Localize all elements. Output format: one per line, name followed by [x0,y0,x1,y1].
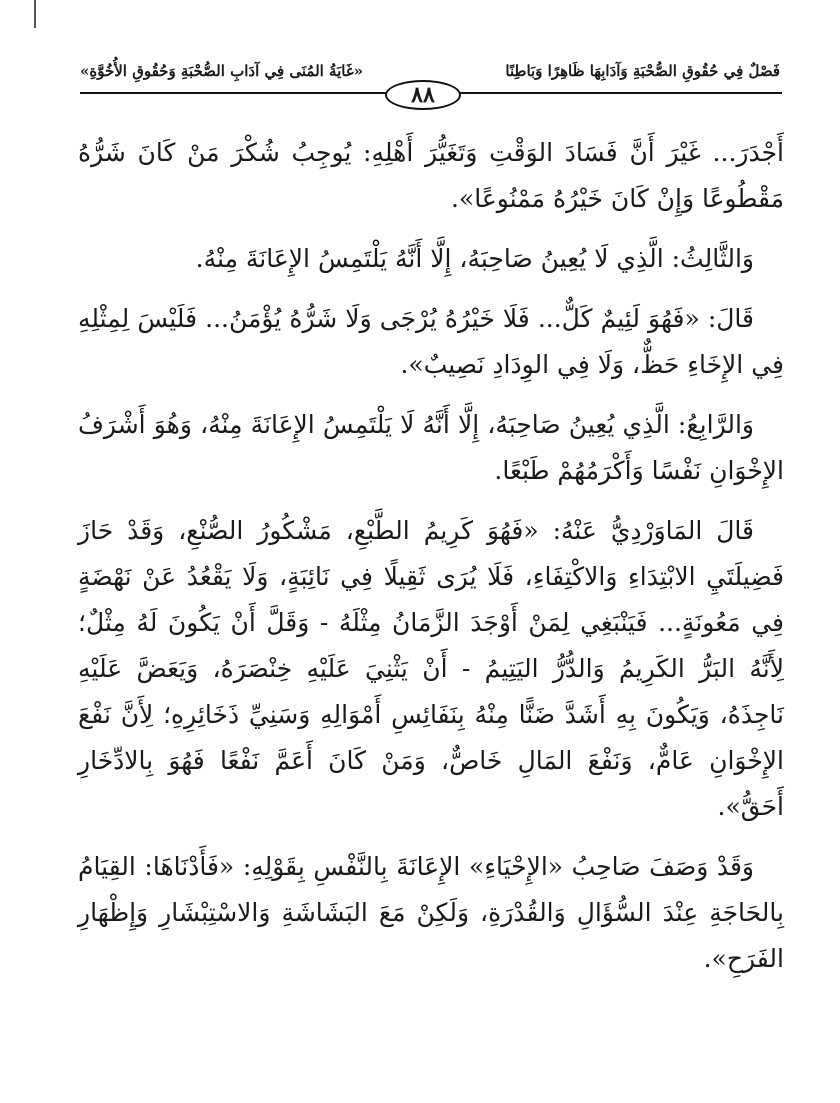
paragraph-third-type: وَالثَّالِثُ: الَّذِي لَا يُعِينُ صَاحِبَهُ، إِلَّا أَنَّهُ يَلْتَمِسُ الإِعَانَةَ مِنْهُ. [195,244,754,273]
paragraph-ihya-quote: وَقَدْ وَصَفَ صَاحِبُ «الإِحْيَاءِ» الإِعَانَةَ بِالنَّفْسِ بِقَوْلِهِ: «فَأَدْنَاهَا: القِيَامُ بِالحَاجَةِ عِنْدَ السُّؤَالِ وَالقُدْرَةِ، وَلَكِنْ مَعَ البَشَاشَةِ وَالاسْتِبْشَارِ وَإِظْهَارِ الفَرَحِ». [78,852,784,973]
book-title: «غَايَةُ المُنَى فِي آدَابِ الصُّحْبَةِ وَحُقُوقِ الأُخُوَّةِ» [80,62,364,80]
page-number: ٨٨ [385,80,461,110]
paragraph-quote-third: قَالَ: «فَهُوَ لَئِيمٌ كَلٌّ... فَلَا خَيْرُهُ يُرْجَى وَلَا شَرُّهُ يُؤْمَنُ... فَلَيْسَ لِمِثْلِهِ فِي الإِخَاءِ حَظٌّ، وَلَا فِي الوِدَادِ نَصِيبٌ». [78,304,784,379]
page-body [78,130,784,996]
paragraph-mawardi-quote: قَالَ المَاوَرْدِيُّ عَنْهُ: «فَهُوَ كَرِيمُ الطَّبْعِ، مَشْكُورُ الصُّنْعِ، وَقَدْ حَازَ فَضِيلَتَيِ الابْتِدَاءِ وَالاكْتِفَاءِ، فَلَا يُرَى ثَقِيلًا فِي نَائِبَةٍ، وَلَا يَقْعُدُ عَنْ نَهْضَةٍ فِي مَعُونَةٍ... فَيَنْبَغِي لِمَنْ أَوْجَدَ الزَّمَانُ مِثْلَهُ - وَقَلَّ أَنْ يَكُونَ لَهُ مِثْلٌ؛ لِأَنَّهُ البَرُّ الكَرِيمُ وَالدُّرُّ اليَتِيمُ - أَنْ يَثْنِيَ عَلَيْهِ خِنْصَرَهُ، وَيَعَضَّ عَلَيْهِ نَاجِذَهُ، وَيَكُونَ بِهِ أَشَدَّ ضَنًّا مِنْهُ بِنَفَائِسِ أَمْوَالِهِ وَسَنِيِّ ذَخَائِرِهِ؛ لِأَنَّ نَفْعَ الإِخْوَانِ عَامٌّ، وَنَفْعَ المَالِ خَاصٌّ، وَمَنْ كَانَ أَعَمَّ نَفْعًا فَهُوَ بِالادِّخَارِ أَحَقُّ». [78,516,784,821]
paragraph-continuation: أَجْدَرَ... غَيْرَ أَنَّ فَسَادَ الوَقْتِ وَتَغَيُّرَ أَهْلِهِ: يُوجِبُ شُكْرَ مَنْ كَانَ شَرُّهُ مَقْطُوعًا وَإِنْ كَانَ خَيْرُهُ مَمْنُوعًا». [78,138,784,213]
scan-edge-line [34,0,36,28]
paragraph-fourth-type: وَالرَّابِعُ: الَّذِي يُعِينُ صَاحِبَهُ، إِلَّا أَنَّهُ لَا يَلْتَمِسُ الإِعَانَةَ مِنْهُ، وَهُوَ أَشْرَفُ الإِخْوَانِ نَفْسًا وَأَكْرَمُهُمْ طَبْعًا. [78,410,784,485]
chapter-title: فَصْلٌ فِي حُقُوقِ الصُّحْبَةِ وَآدَابِهَا ظَاهِرًا وَبَاطِنًا [505,62,780,80]
